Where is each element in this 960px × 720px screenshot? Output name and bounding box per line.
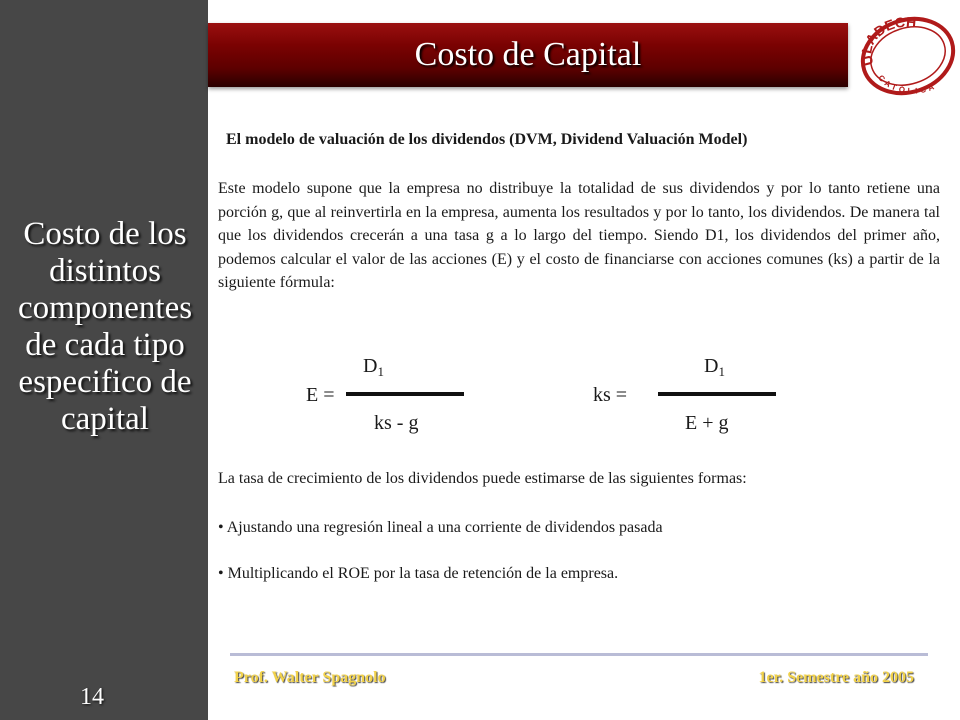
body-paragraph: Este modelo supone que la empresa no distribuye la totalidad de sus dividendos y por lo tanto retiene una porción g, que al reinvertirla en la empresa, aumenta los resultados y por lo tanto, los dividendos. De manera tal que los dividendos crecerán a una tasa g a lo largo del tiempo. Siendo D1, los dividendos del primer año, podemos calcular el valor de las acciones (E) y el costo de financiarse con acciones comunes (ks) a partir de la siguiente fórmula: [218,180,940,292]
growth-text: La tasa de crecimiento de los dividendos puede estimarse de las siguientes formas: [218,470,747,487]
footer-date: 1er. Semestre año 2005 [758,669,914,686]
formula-ks-lhs: ks = [593,384,628,406]
formula-ks-denominator: E + g [685,412,729,434]
page-number: 14 [80,684,104,710]
formula-ks-fraction-line [658,392,776,396]
formula-e-lhs: E = [306,384,335,406]
formula-e-numerator [363,355,384,380]
uladech-logo-icon [852,8,960,98]
section-subtitle: El modelo de valuación de los dividendos (DVM, Dividend Valuación Model) [226,131,748,148]
formula-e-fraction-line [346,392,464,396]
sidebar-title: Costo de los distintos componentes de cada tipo especifico de capital [17,216,193,437]
formula-ks-num-base: D [704,355,719,377]
formula-e-denominator: ks - g [374,412,419,434]
logo-main-text: ULADECH [858,13,917,68]
list-item: • Ajustando una regresión lineal a una corriente de dividendos pasada [218,519,663,536]
title-bar [208,23,848,87]
formula-e-num-base: D [363,355,378,377]
formula-e-num-sub: 1 [377,364,384,379]
footer-divider [230,653,928,656]
formula-ks-num-sub: 1 [718,364,725,379]
logo-sub-text: CATÓLICA [876,73,939,96]
footer-author: Prof. Walter Spagnolo [234,669,386,686]
page-title: Costo de Capital [414,36,642,73]
formula-ks-numerator [704,355,725,380]
list-item: • Multiplicando el ROE por la tasa de retención de la empresa. [218,565,619,582]
sidebar [0,0,208,720]
